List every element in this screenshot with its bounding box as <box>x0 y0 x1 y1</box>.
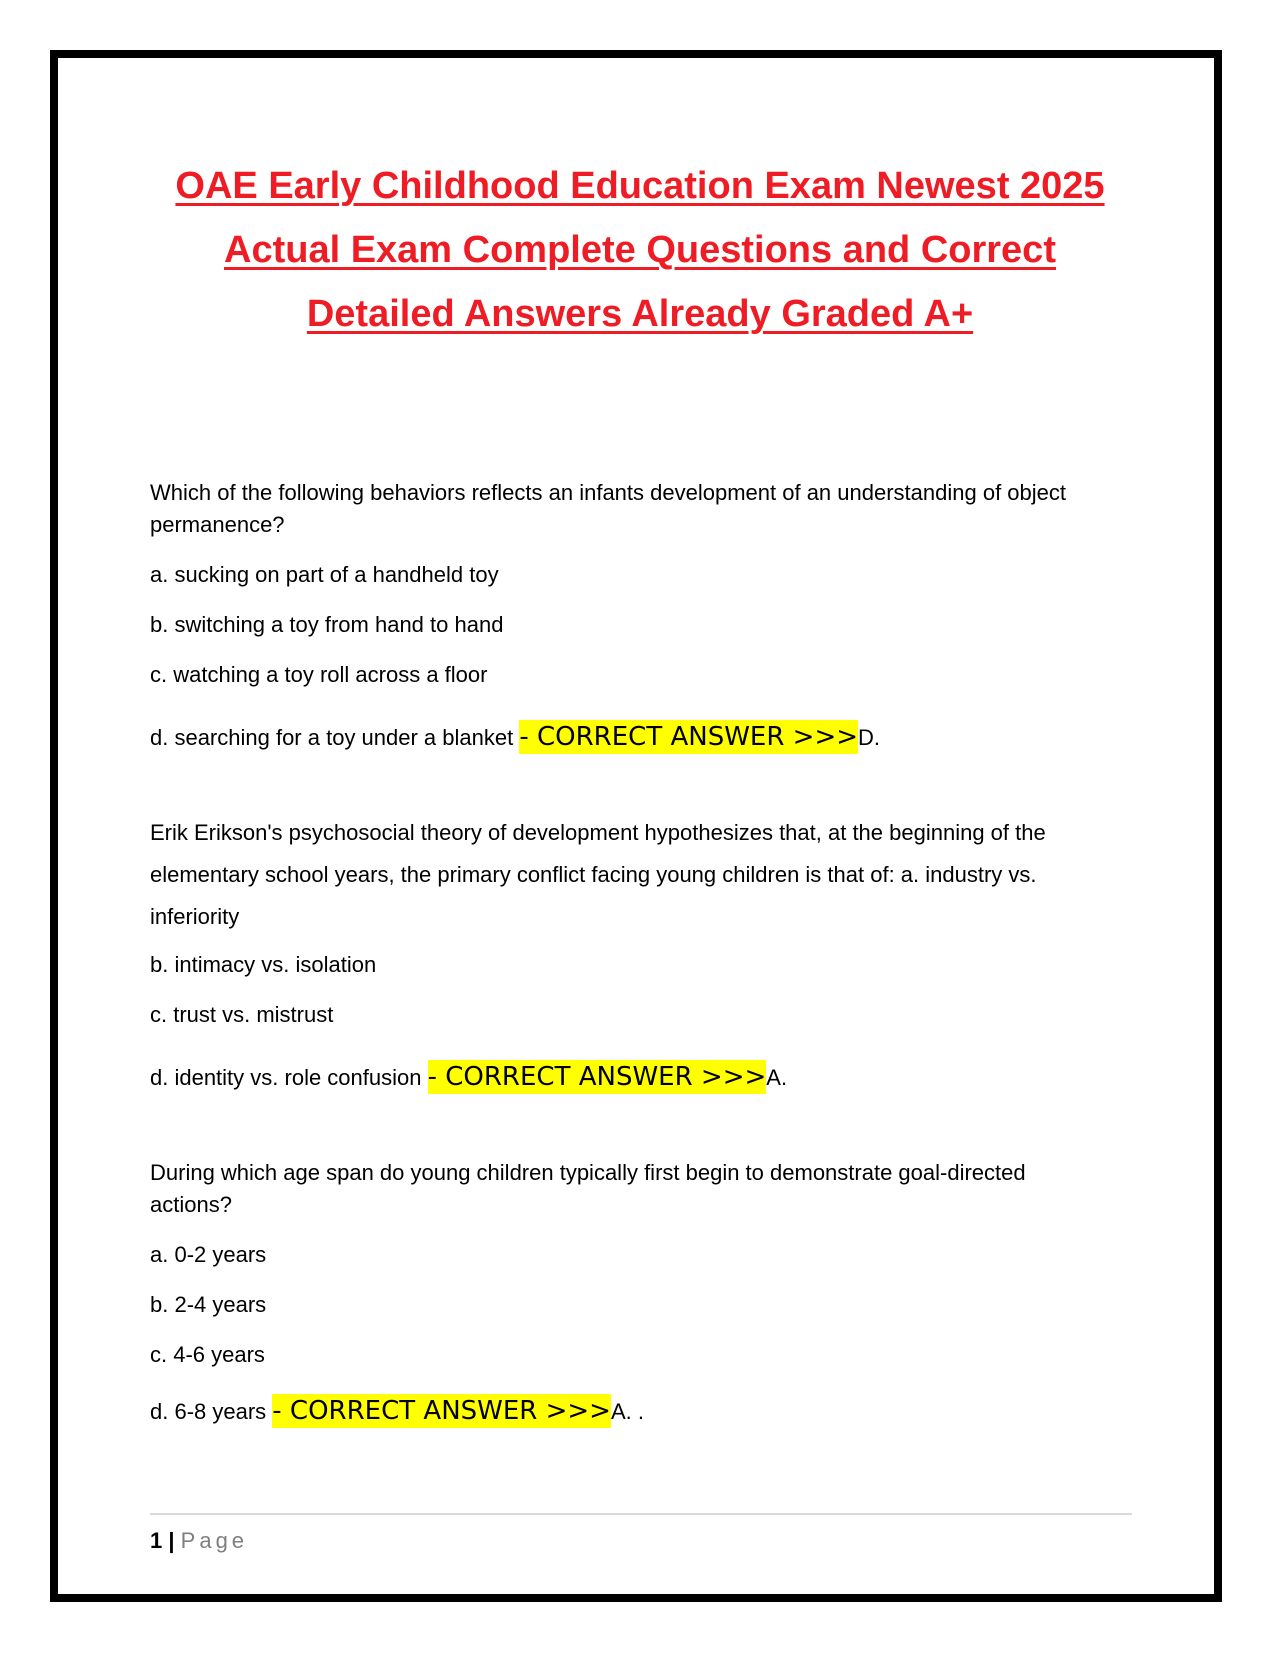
title-line-3: Detailed Answers Already Graded A+ <box>306 293 974 335</box>
question-3-option-d <box>150 1396 644 1426</box>
question-2-option-b: b. intimacy vs. isolation <box>150 952 377 977</box>
question-2-stem-line-3: inferiority <box>150 904 240 929</box>
question-1-option-a: a. sucking on part of a handheld toy <box>150 562 499 587</box>
question-2-stem-line-1: Erik Erikson's psychosocial theory of development hypothesizes that, at the beginning of the <box>150 820 1046 845</box>
question-2-stem-line-2: elementary school years, the primary conflict facing young children is that of: a. industry vs. <box>150 862 1037 887</box>
title-line-2: Actual Exam Complete Questions and Correct <box>224 229 1056 271</box>
page-label: Page <box>180 1528 249 1553</box>
question-1-stem-line-1: Which of the following behaviors reflects an infants development of an understanding of object <box>150 480 1066 505</box>
option-text: d. searching for a toy under a blanket <box>150 725 520 750</box>
question-1-option-c: c. watching a toy roll across a floor <box>150 662 488 687</box>
question-3-option-c: c. 4-6 years <box>150 1342 265 1367</box>
page-footer <box>150 1528 248 1554</box>
correct-answer-marker: - CORRECT ANSWER >>> <box>427 1062 767 1092</box>
question-3-stem-line-2: actions? <box>150 1192 232 1217</box>
question-1-option-b: b. switching a toy from hand to hand <box>150 612 504 637</box>
footer-separator: | <box>168 1528 175 1553</box>
option-text: d. 6-8 years <box>150 1399 273 1424</box>
answer-value: D. <box>858 725 881 750</box>
correct-answer-marker: - CORRECT ANSWER >>> <box>272 1396 611 1426</box>
correct-answer-marker: - CORRECT ANSWER >>> <box>519 722 859 752</box>
question-2-option-c: c. trust vs. mistrust <box>150 1002 334 1027</box>
title-line-1: OAE Early Childhood Education Exam Newest 2025 <box>175 165 1105 207</box>
question-2-option-d <box>150 1062 787 1092</box>
option-text: d. identity vs. role confusion <box>150 1065 428 1090</box>
answer-value: A. <box>766 1065 788 1090</box>
question-3-stem-line-1: During which age span do young children typically first begin to demonstrate goal-directed <box>150 1160 1026 1185</box>
question-3-option-b: b. 2-4 years <box>150 1292 267 1317</box>
question-3-option-a: a. 0-2 years <box>150 1242 267 1267</box>
document-title <box>100 154 1180 346</box>
footer-divider <box>150 1513 1132 1515</box>
page-number: 1 <box>150 1528 163 1553</box>
question-1-stem-line-2: permanence? <box>150 512 285 537</box>
answer-value: A. . <box>610 1399 644 1424</box>
question-1-option-d <box>150 722 880 752</box>
